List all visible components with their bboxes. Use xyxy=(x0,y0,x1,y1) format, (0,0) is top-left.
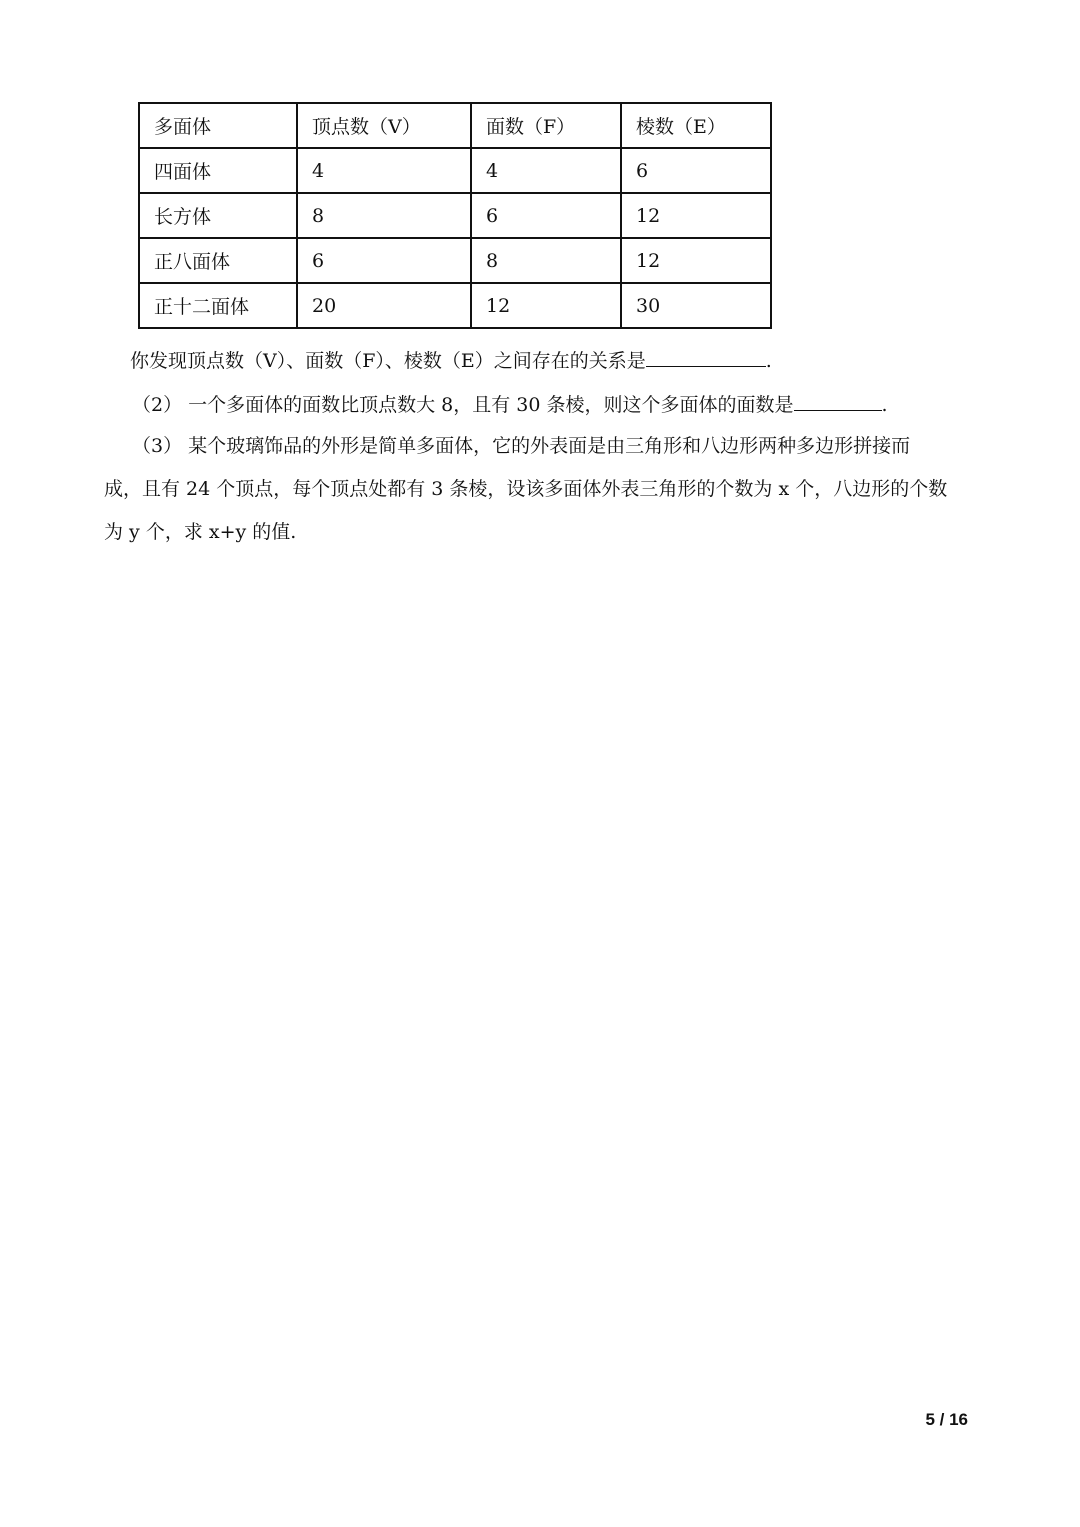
table-cell: 8 xyxy=(471,238,621,283)
header-cell-vertices: 顶点数（V） xyxy=(297,103,471,148)
header-cell-edges: 棱数（E） xyxy=(621,103,771,148)
question-2-period: . xyxy=(881,394,888,416)
table-row xyxy=(139,283,771,328)
table-cell: 4 xyxy=(471,148,621,193)
question-1-text: 你发现顶点数（V）、面数（F）、棱数（E）之间存在的关系是 xyxy=(130,350,646,372)
table-cell: 12 xyxy=(621,238,771,283)
table-cell: 正八面体 xyxy=(139,238,297,283)
answer-blank-1[interactable] xyxy=(646,346,766,367)
question-1-line xyxy=(130,346,772,375)
table-cell: 12 xyxy=(621,193,771,238)
answer-blank-2[interactable] xyxy=(794,390,882,411)
table-header-row xyxy=(139,103,771,148)
question-1-period: . xyxy=(765,350,772,372)
table-cell: 12 xyxy=(471,283,621,328)
table-cell: 6 xyxy=(621,148,771,193)
table-row xyxy=(139,193,771,238)
question-3-line-1: （3） 某个玻璃饰品的外形是简单多面体，它的外表面是由三角形和八边形两种多边形拼接而 xyxy=(132,435,911,457)
question-3-line-2: 成，且有 24 个顶点，每个顶点处都有 3 条棱，设该多面体外表三角形的个数为 x 个，八边形的个数 xyxy=(104,478,948,500)
question-2-text: （2） 一个多面体的面数比顶点数大 8，且有 30 条棱，则这个多面体的面数是 xyxy=(132,394,794,416)
table-cell: 长方体 xyxy=(139,193,297,238)
question-3-line-3: 为 y 个，求 x+y 的值. xyxy=(104,521,297,543)
table-cell: 四面体 xyxy=(139,148,297,193)
table-row xyxy=(139,148,771,193)
table-cell: 4 xyxy=(297,148,471,193)
polyhedron-table xyxy=(138,102,772,329)
question-2-line xyxy=(132,390,888,419)
table-cell: 30 xyxy=(621,283,771,328)
page-number: 5 / 16 xyxy=(925,1410,968,1429)
table-row xyxy=(139,238,771,283)
header-cell-faces: 面数（F） xyxy=(471,103,621,148)
table-cell: 6 xyxy=(297,238,471,283)
table-cell: 6 xyxy=(471,193,621,238)
table-cell: 正十二面体 xyxy=(139,283,297,328)
table-cell: 20 xyxy=(297,283,471,328)
header-cell-polyhedron: 多面体 xyxy=(139,103,297,148)
table-cell: 8 xyxy=(297,193,471,238)
